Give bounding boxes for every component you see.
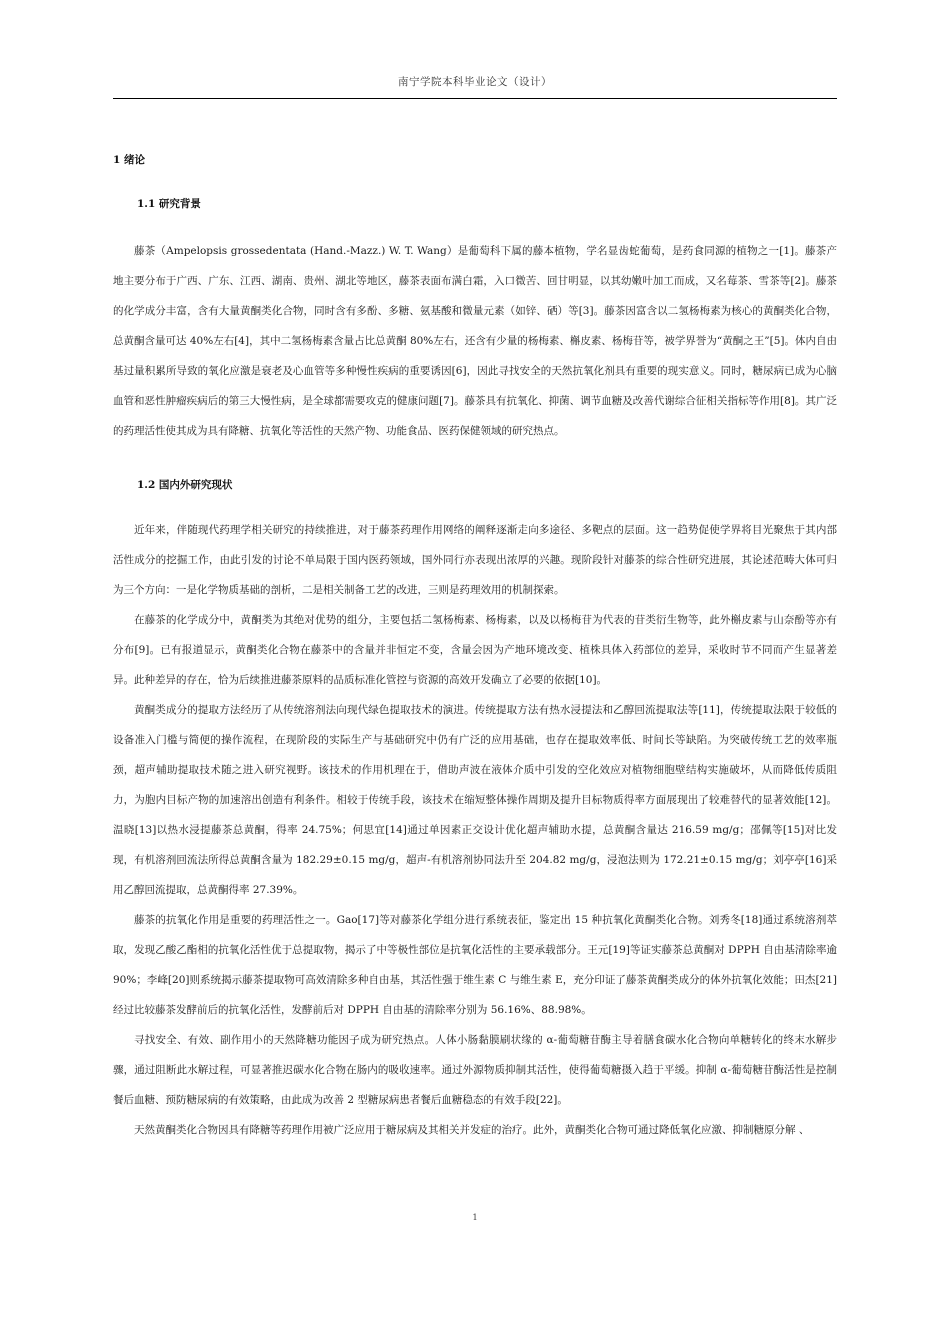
status-body — [113, 515, 837, 1145]
paragraph: 近年来，伴随现代药理学相关研究的持续推进，对于藤茶药理作用网络的阐释逐渐走向多途径、多靶点的层面。这一趋势促使学界将目光聚焦于其内部活性成分的挖掘工作，由此引发的讨论不单局限于国内医药领域，国外同行亦表现出浓厚的兴趣。现阶段针对藤茶的综合性研究进展，其论述范畴大体可归为三个方向：一是化学物质基础的剖析，二是相关制备工艺的改进，三则是药理效用的机制探索。 — [113, 524, 837, 596]
section-heading-status: 1.2 国内外研究现状 — [137, 479, 233, 491]
chapter-heading: 1 绪论 — [113, 154, 145, 166]
paragraph: 寻找安全、有效、副作用小的天然降糖功能因子成为研究热点。人体小肠黏膜刷状缘的 α-葡萄糖苷酶主导着膳食碳水化合物向单糖转化的终末水解步骤，通过阻断此水解过程，可显著推迟碳水化合物在肠内的吸收速率。通过外源物质抑制其活性，使得葡萄糖摄入趋于平缓。抑制 α-葡萄糖苷酶活性是控制餐后血糖、预防糖尿病的有效策略，由此成为改善 2 型糖尿病患者餐后血糖稳态的有效手段[22]。 — [113, 1034, 837, 1106]
running-header: 南宁学院本科毕业论文（设计） — [398, 76, 552, 88]
paragraph: 天然黄酮类化合物因具有降糖等药理作用被广泛应用于糖尿病及其相关并发症的治疗。此外，黄酮类化合物可通过降低氧化应激、抑制糖原分解 、 — [134, 1124, 810, 1136]
section-heading-background: 1.1 研究背景 — [137, 198, 201, 210]
page-number: 1 — [472, 1213, 478, 1222]
paragraph: 藤茶（Ampelopsis grossedentata (Hand.-Mazz.) W. T. Wang）是葡萄科下属的藤本植物，学名显齿蛇葡萄，是药食同源的植物之一[1]。藤茶产地主要分布于广西、广东、江西、湖南、贵州、湖北等地区，藤茶表面布满白霜，入口微苦、回甘明显，以其幼嫩叶加工而成，又名莓茶、雪茶等[2]。藤茶的化学成分丰富，含有大量黄酮类化合物，同时含有多酚、多糖、氨基酸和微量元素（如锌、硒）等[3]。藤茶因富含以二氢杨梅素为核心的黄酮类化合物，总黄酮含量可达 40%左右[4]，其中二氢杨梅素含量占比总黄酮 80%左右，还含有少量的杨梅素、槲皮素、杨梅苷等，被学界誉为“黄酮之王”[5]。体内自由基过量积累所导致的氧化应激是衰老及心血管等多种慢性疾病的重要诱因[6]，因此寻找安全的天然抗氧化剂具有重要的现实意义。同时，糖尿病已成为心脑血管和恶性肿瘤疾病后的第三大慢性病，是全球都需要攻克的健康问题[7]。藤茶具有抗氧化、抑菌、调节血糖及改善代谢综合征相关指标等作用[8]。其广泛的药理活性使其成为具有降糖、抗氧化等活性的天然产物、功能食品、医药保健领域的研究热点。 — [113, 245, 837, 437]
paragraph: 在藤茶的化学成分中，黄酮类为其绝对优势的组分，主要包括二氢杨梅素、杨梅素，以及以杨梅苷为代表的苷类衍生物等，此外槲皮素与山奈酚等亦有分布[9]。已有报道显示，黄酮类化合物在藤茶中的含量并非恒定不变，含量会因为产地环境改变、植株具体入药部位的差异，采收时节不同而产生显著差异。此种差异的存在，恰为后续推进藤茶原料的品质标准化管控与资源的高效开发确立了必要的依据[10]。 — [113, 614, 837, 686]
background-body — [113, 236, 837, 446]
paragraph: 藤茶的抗氧化作用是重要的药理活性之一。Gao[17]等对藤茶化学组分进行系统表征，鉴定出 15 种抗氧化黄酮类化合物。刘秀冬[18]通过系统溶剂萃取，发现乙酸乙酯相的抗氧化活性优于总提取物，揭示了中等极性部位是抗氧化活性的主要承载部分。王元[19]等证实藤茶总黄酮对 DPPH 自由基清除率逾 90%；李峰[20]则系统揭示藤茶提取物可高效清除多种自由基，其活性强于维生素 C 与维生素 E，充分印证了藤茶黄酮类成分的体外抗氧化效能；田杰[21]经过比较藤茶发酵前后的抗氧化活性，发酵前后对 DPPH 自由基的清除率分别为 56.16%、88.98%。 — [113, 914, 837, 1016]
paragraph: 黄酮类成分的提取方法经历了从传统溶剂法向现代绿色提取技术的演进。传统提取方法有热水浸提法和乙醇回流提取法等[11]，传统提取法限于较低的设备准入门槛与简便的操作流程，在现阶段的实际生产与基础研究中仍有广泛的应用基础，也存在提取效率低、时间长等缺陷。为突破传统工艺的效率瓶颈，超声辅助提取技术随之进入研究视野。该技术的作用机理在于，借助声波在液体介质中引发的空化效应对植物细胞壁结构实施破坏，从而降低传质阻力，为胞内目标产物的加速溶出创造有利条件。相较于传统手段，该技术在缩短整体操作周期及提升目标物质得率方面展现出了较难替代的显著效能[12]。温晓[13]以热水浸提藤茶总黄酮，得率 24.75%；何思宜[14]通过单因素正交设计优化超声辅助水提，总黄酮含量达 216.59 mg/g；邵佩等[15]对比发现，有机溶剂回流法所得总黄酮含量为 182.29±0.15 mg/g，超声-有机溶剂协同法升至 204.82 mg/g，浸泡法则为 172.21±0.15 mg/g；刘亭亭[16]采用乙醇回流提取，总黄酮得率 27.39%。 — [113, 704, 837, 896]
header-rule — [113, 98, 837, 99]
